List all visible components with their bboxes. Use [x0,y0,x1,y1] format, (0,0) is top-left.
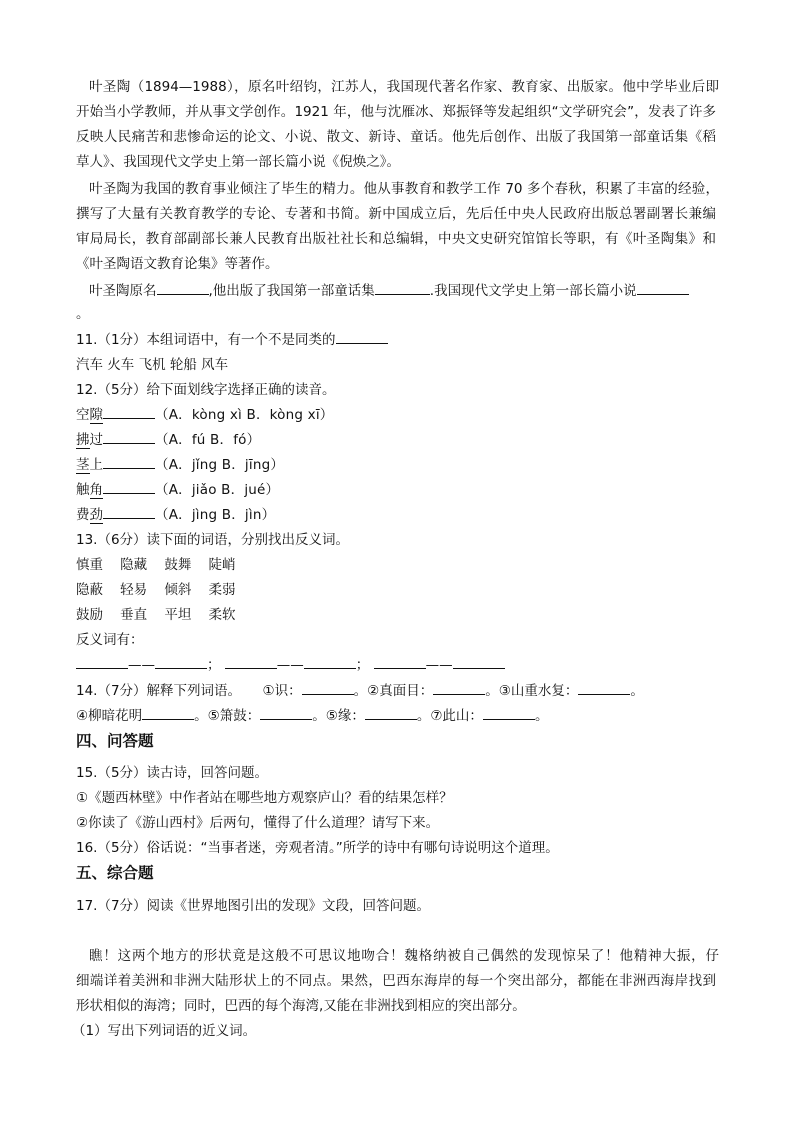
question-13-stem: 13.（6分）读下面的词语，分别找出反义词。 [76,532,350,548]
q12-options: （A．jiǎo B．jué） [155,482,280,498]
q12-underlined-char: 隙 [89,407,103,423]
answer-blank-novel[interactable] [637,281,689,295]
dash: —— [425,657,453,673]
section-heading-5: 五、综合题 [76,864,154,882]
q14-term: ①识： [262,683,302,699]
fill-text: .我国现代文学史上第一部长篇小说 [429,283,637,299]
answer-blank-q14[interactable] [483,706,535,720]
fill-text: ,他出版了我国第一部童话集 [208,283,375,299]
q13-word: 垂直 [120,607,148,623]
q17-para-line: 细端详着美洲和非洲大陆形状上的不同点。果然，巴西东海岸的每一个突出部分，都能在非洲西海岸找到 [76,973,716,989]
passage-line: 撰写了大量有关教育教学的专论、专著和书简。新中国成立后，先后任中央人民政府出版总署副署长兼编 [76,206,716,222]
q13-word: 陡峭 [208,557,236,573]
period: 。 [485,683,499,699]
answer-blank-q14[interactable] [142,706,194,720]
q13-word-row [76,555,236,575]
section-heading-4: 四、问答题 [76,732,154,750]
q13-label: 反义词有： [76,632,144,648]
dash: —— [128,657,155,673]
period: 。 [194,708,208,724]
answer-blank-q13[interactable] [374,655,426,669]
q13-word: 柔弱 [208,582,236,598]
q13-word: 鼓励 [76,607,103,623]
question-stem: 14.（7分）解释下列词语。 [76,683,242,699]
q13-word-row [76,605,236,625]
period: 。 [630,683,644,699]
q14-term: ⑦此山： [430,708,483,724]
q13-word: 慎重 [76,557,103,573]
q13-word: 轻易 [120,582,148,598]
q12-item [76,505,275,525]
answer-blank-q13[interactable] [225,655,277,669]
q14-term: ④柳暗花明 [76,708,143,724]
passage-line: 审局局长，教育部副部长兼人民教育出版社社长和总编辑，中央文史研究馆馆长等职，有《叶圣陶集》和 [76,231,716,247]
question-stem: 11.（1分）本组词语中，有一个不是同类的 [76,332,336,348]
period: 。 [534,708,549,724]
q12-char: 上 [89,457,103,473]
passage-line: 反映人民痛苦和悲惨命运的论文、小说、散文、新诗、童话。他先后创作、出版了我国第一部童话集《稻 [76,129,716,145]
q12-char: 过 [89,432,103,448]
period: 。 [416,708,431,724]
q13-word: 鼓舞 [164,557,192,573]
period: 。 [312,708,326,724]
q13-word: 倾斜 [164,582,192,598]
q12-underlined-char: 劲 [89,507,103,523]
answer-blank-q14[interactable] [578,681,630,695]
q12-underlined-char: 拂 [76,432,90,448]
q15-part-b: ②你读了《游山西村》后两句，懂得了什么道理？请写下来。 [76,815,440,831]
answer-blank-q11[interactable] [336,330,388,344]
passage-line: 《叶圣陶语文教育论集》等著作。 [76,256,279,272]
passage-line: 叶圣陶（1894—1988），原名叶绍钧，江苏人，我国现代著名作家、教育家、出版家。他中学毕业后即 [89,79,719,95]
question-17-stem: 17.（7分）阅读《世界地图引出的发现》文段，回答问题。 [76,898,431,914]
q14-term: ⑤缘： [325,708,365,724]
q12-underlined-char: 茎 [76,457,90,473]
answer-blank-q14[interactable] [365,706,417,720]
passage-line: 开始当小学教师，并从事文学创作。1921 年，他与沈雁冰、郑振铎等发起组织“文学研究会”，发表了许多 [76,104,716,120]
period: 。 [353,683,368,699]
q13-word-row [76,580,236,600]
q13-answer-line [76,655,505,675]
dash: —— [276,657,304,673]
fill-text: 叶圣陶原名 [89,283,157,299]
question-12-stem: 12.（5分）给下面划线字选择正确的读音。 [76,382,336,398]
q14-term: ②真面目： [367,683,434,699]
answer-blank-q14[interactable] [260,706,312,720]
q12-item [76,455,284,475]
answer-blank-q13[interactable] [155,655,207,669]
q12-options: （A．kòng xì B．kòng xī） [155,407,334,423]
q12-char: 费 [76,507,90,523]
q12-char: 空 [76,407,90,423]
answer-blank-original-name[interactable] [157,281,209,295]
answer-blank-q14[interactable] [302,681,354,695]
q12-item [76,430,260,450]
q12-options: （A．jìng B．jìn） [155,507,276,523]
semicolon: ； [207,657,221,673]
answer-blank-q12-1[interactable] [103,405,155,419]
answer-blank-q13[interactable] [304,655,356,669]
question-11 [76,330,388,350]
answer-blank-q13[interactable] [76,655,128,669]
answer-blank-q12-4[interactable] [103,480,155,494]
fill-in-end: 。 [76,306,90,322]
semicolon: ； [355,657,370,673]
answer-blank-q13[interactable] [453,655,505,669]
q14-term: ③山重水复： [498,683,579,699]
q13-word: 柔软 [208,607,236,623]
q14-term: ⑤箫鼓： [207,708,261,724]
question-14-line1 [76,681,644,701]
q12-options: （A．fú B．fó） [155,432,261,448]
passage-line: 叶圣陶为我国的教育事业倾注了毕生的精力。他从事教育和教学工作 70 多个春秋，积累了丰富的经验， [89,181,719,197]
q12-options: （A．jǐng B．jīng） [155,457,285,473]
q12-underlined-char: 角 [89,482,103,498]
q11-words: 汽车 火车 飞机 轮船 风车 [76,357,229,373]
question-16: 16.（5分）俗话说：“当事者迷，旁观者清。”所学的诗中有哪句诗说明这个道理。 [76,840,559,856]
q13-word: 隐蔽 [76,582,103,598]
q17-subquestion-1: （1）写出下列词语的近义词。 [72,1023,257,1039]
q12-char: 触 [76,482,90,498]
question-15-stem: 15.（5分）读古诗，回答问题。 [76,765,269,781]
q12-item [76,405,334,425]
answer-blank-q12-2[interactable] [103,430,155,444]
question-14-line2 [76,706,548,726]
answer-blank-q14[interactable] [433,681,485,695]
answer-blank-q12-3[interactable] [103,455,155,469]
q12-item [76,480,279,500]
answer-blank-fairy-tale[interactable] [375,281,430,295]
q13-word: 隐藏 [120,557,148,573]
q17-para-line: 形状相似的海湾；同时，巴西的每个海湾,又能在非洲找到相应的突出部分。 [76,998,526,1014]
passage-line: 草人》、我国现代文学史上第一部长篇小说《倪焕之》。 [76,154,400,170]
q13-word: 平坦 [164,607,192,623]
q15-part-a: ①《题西林壁》中作者站在哪些地方观察庐山？看的结果怎样？ [76,790,453,806]
fill-in-line [89,281,689,301]
answer-blank-q12-5[interactable] [103,505,155,519]
q17-para-line: 瞧！这两个地方的形状竟是这般不可思议地吻合！魏格纳被自己偶然的发现惊呆了！他精神大振，仔 [89,948,719,964]
